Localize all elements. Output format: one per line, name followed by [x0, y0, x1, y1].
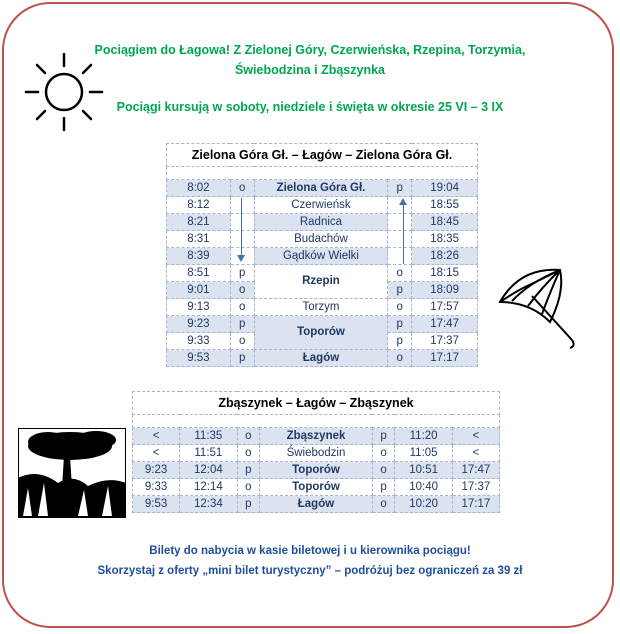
time-out: 9:23 — [167, 316, 231, 333]
marker: p — [388, 316, 412, 333]
table-row — [133, 479, 500, 496]
connection-cell: 17:37 — [452, 479, 499, 496]
marker: p — [230, 350, 254, 367]
station-name: Gądków Wielki — [254, 248, 388, 265]
spacer-row — [133, 415, 500, 428]
time-out: 12:34 — [180, 496, 237, 513]
marker: o — [237, 445, 260, 462]
time-out: 8:31 — [167, 231, 231, 248]
marker: p — [230, 265, 254, 282]
table-row — [167, 265, 478, 282]
table-row — [167, 350, 478, 367]
time-return: 18:15 — [412, 265, 478, 282]
marker: p — [237, 496, 260, 513]
header-line-2: Świebodzina i Zbąszynka — [234, 63, 386, 77]
time-out: 12:14 — [180, 479, 237, 496]
time-return: 17:37 — [412, 333, 478, 350]
time-return: 19:04 — [412, 180, 478, 197]
connection-cell: < — [133, 445, 180, 462]
time-out: 8:12 — [167, 197, 231, 214]
time-return: 18:55 — [412, 197, 478, 214]
marker: o — [372, 445, 395, 462]
marker: o — [230, 180, 254, 197]
timetable-title: Zbąszynek – Łagów – Zbąszynek — [133, 392, 500, 415]
header-line-1: Pociągiem do Łagowa! Z Zielonej Góry, Czerwieńska, Rzepina, Torzymia, — [94, 43, 526, 57]
marker: o — [388, 299, 412, 316]
station-name: Rzepin — [254, 265, 388, 299]
time-return: 18:09 — [412, 282, 478, 299]
connection-cell: < — [133, 428, 180, 445]
time-out: 11:51 — [180, 445, 237, 462]
table-row — [167, 214, 478, 231]
connection-cell: 9:33 — [133, 479, 180, 496]
connection-cell: < — [452, 428, 499, 445]
marker: p — [388, 180, 412, 197]
time-return: 10:51 — [395, 462, 452, 479]
station-name: Toporów — [260, 479, 373, 496]
marker: p — [237, 462, 260, 479]
table-row — [133, 462, 500, 479]
time-return: 11:20 — [395, 428, 452, 445]
station-name: Budachów — [254, 231, 388, 248]
down-arrow-icon — [241, 198, 242, 256]
sun-icon — [22, 50, 106, 134]
marker — [388, 231, 412, 248]
marker: p — [388, 333, 412, 350]
header-subtitle: Pociągi kursują w soboty, niedziele i święta w okresie 25 VI – 3 IX — [116, 100, 504, 114]
station-name: Radnica — [254, 214, 388, 231]
marker — [230, 197, 254, 214]
station-name: Toporów — [260, 462, 373, 479]
table-row — [133, 445, 500, 462]
footer-line-2: Skorzystaj z oferty „mini bilet turystyczny” – podróżuj bez ograniczeń za 39 zł — [97, 565, 523, 577]
time-return: 17:57 — [412, 299, 478, 316]
connection-cell: 17:47 — [452, 462, 499, 479]
station-name: Łagów — [260, 496, 373, 513]
marker: o — [372, 462, 395, 479]
time-out: 12:04 — [180, 462, 237, 479]
table-row — [167, 231, 478, 248]
connection-cell: 17:17 — [452, 496, 499, 513]
marker — [230, 214, 254, 231]
table-row — [167, 299, 478, 316]
time-out: 9:53 — [167, 350, 231, 367]
up-arrow-icon — [403, 204, 404, 264]
timetable-title: Zielona Góra Gł. – Łagów – Zielona Góra Gł. — [167, 144, 478, 167]
marker: o — [230, 333, 254, 350]
station-name: Toporów — [254, 316, 388, 350]
marker — [388, 214, 412, 231]
marker: p — [372, 428, 395, 445]
connection-cell: < — [452, 445, 499, 462]
table-row — [167, 180, 478, 197]
time-out: 11:35 — [180, 428, 237, 445]
timetable-zielona-gora — [166, 143, 478, 367]
time-return: 10:20 — [395, 496, 452, 513]
station-name: Łagów — [254, 350, 388, 367]
marker: p — [388, 282, 412, 299]
station-name: Zielona Góra Gł. — [254, 180, 388, 197]
connection-cell: 9:23 — [133, 462, 180, 479]
spacer-row — [167, 167, 478, 180]
marker — [388, 248, 412, 265]
marker: o — [372, 496, 395, 513]
marker: o — [388, 265, 412, 282]
marker: o — [237, 428, 260, 445]
time-return: 10:40 — [395, 479, 452, 496]
time-return: 18:45 — [412, 214, 478, 231]
station-name: Zbąszynek — [260, 428, 373, 445]
time-return: 18:26 — [412, 248, 478, 265]
up-arrow-head — [399, 198, 407, 205]
time-out: 9:01 — [167, 282, 231, 299]
time-out: 9:13 — [167, 299, 231, 316]
timetable-zbaszynek — [132, 391, 500, 513]
time-out: 9:33 — [167, 333, 231, 350]
time-return: 17:47 — [412, 316, 478, 333]
table-row — [133, 428, 500, 445]
marker: o — [230, 282, 254, 299]
table-row — [167, 316, 478, 333]
marker: p — [372, 479, 395, 496]
station-name: Czerwieńsk — [254, 197, 388, 214]
time-return: 17:17 — [412, 350, 478, 367]
tree-icon — [18, 428, 126, 518]
footer-line-1: Bilety do nabycia w kasie biletowej i u kierownika pociągu! — [149, 545, 471, 557]
down-arrow-head — [237, 255, 245, 262]
table-row — [167, 197, 478, 214]
station-name: Świebodzin — [260, 445, 373, 462]
marker: o — [388, 350, 412, 367]
footer-info — [0, 541, 620, 581]
table-row — [133, 496, 500, 513]
time-return: 11:05 — [395, 445, 452, 462]
umbrella-icon — [490, 262, 585, 352]
connection-cell: 9:53 — [133, 496, 180, 513]
marker: o — [230, 299, 254, 316]
table-row — [167, 248, 478, 265]
time-out: 8:39 — [167, 248, 231, 265]
marker: p — [230, 316, 254, 333]
time-out: 8:02 — [167, 180, 231, 197]
marker: o — [237, 479, 260, 496]
time-out: 8:51 — [167, 265, 231, 282]
station-name: Torzym — [254, 299, 388, 316]
marker — [230, 231, 254, 248]
time-return: 18:35 — [412, 231, 478, 248]
time-out: 8:21 — [167, 214, 231, 231]
